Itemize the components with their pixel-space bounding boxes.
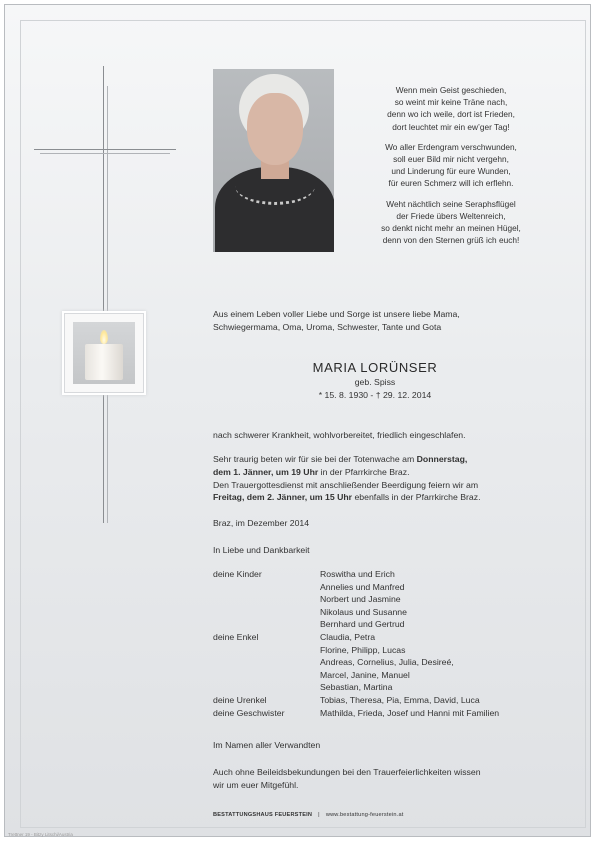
poem-line: so weint mir keine Träne nach,	[394, 97, 508, 108]
family-row	[213, 581, 499, 594]
candle-backdrop	[73, 322, 135, 384]
closing-line: wir um euer Mitgefühl.	[213, 779, 299, 790]
poem-line: denn wo ich weile, dort ist Frieden,	[387, 109, 515, 120]
family-row	[213, 618, 499, 631]
family-value: Florine, Philipp, Lucas	[320, 644, 406, 655]
footer-separator: |	[318, 812, 320, 818]
service-text: Sehr traurig beten wir für sie bei der Totenwache am	[213, 454, 417, 464]
service-line	[213, 491, 481, 504]
poem-line: Wo aller Erdengram verschwunden,	[385, 141, 517, 152]
family-value: Marcel, Janine, Manuel	[320, 669, 410, 680]
poem-stanza	[340, 84, 562, 133]
family-label	[213, 606, 320, 619]
cross-vertical-line	[103, 66, 104, 523]
service-line	[213, 453, 481, 466]
poem-line: Wenn mein Geist geschieden,	[395, 85, 507, 95]
family-value: Annelies und Manfred	[320, 581, 405, 592]
poem-line: der Friede übers Weltenreich,	[396, 210, 506, 221]
deceased-block	[300, 360, 450, 401]
family-row	[213, 631, 499, 644]
service-info	[213, 453, 481, 504]
passing-note: nach schwerer Krankheit, wohlvorbereitet, friedlich eingeschlafen.	[213, 430, 466, 440]
family-label	[213, 593, 320, 606]
birth-name: geb. Spiss	[354, 377, 396, 387]
family-value: Nikolaus und Susanne	[320, 606, 407, 617]
life-dates: * 15. 8. 1930 - † 29. 12. 2014	[318, 389, 432, 400]
service-date: dem 1. Jänner, um 19 Uhr	[213, 466, 319, 477]
service-line: Den Trauergottesdienst mit anschließender Beerdigung feiern wir am	[213, 479, 479, 490]
poem-stanza	[340, 198, 562, 247]
candle-image	[64, 313, 144, 393]
poem-stanza	[340, 141, 562, 190]
family-label	[213, 644, 320, 657]
family-row	[213, 694, 499, 707]
poem-line: soll euer Bild mir nicht vergehn,	[393, 154, 509, 165]
funeral-date: Freitag, dem 2. Jänner, um 15 Uhr	[213, 492, 353, 503]
service-day: Donnerstag,	[416, 454, 468, 464]
cross-vertical-line-shadow	[107, 86, 108, 523]
intro-line: Schwiegermama, Oma, Uroma, Schwester, Tante und Gota	[213, 321, 442, 332]
service-text: ebenfalls in der Pfarrkirche Braz.	[352, 492, 481, 503]
poem	[340, 84, 562, 254]
family-label	[213, 581, 320, 594]
family-row	[213, 669, 499, 682]
poem-line: so denkt nicht mehr an meinen Hügel,	[381, 223, 521, 234]
poem-line: und Linderung für eure Wunden,	[391, 166, 511, 177]
family-label	[213, 681, 320, 694]
candle-icon	[85, 344, 123, 380]
cross-horizontal-line	[34, 149, 176, 150]
portrait-photo	[213, 69, 334, 252]
family-label: deine Geschwister	[213, 707, 285, 718]
place-date: Braz, im Dezember 2014	[213, 518, 310, 528]
service-text: in der Pfarrkirche Braz.	[318, 466, 410, 477]
deceased-name: MARIA LORÜNSER	[312, 360, 438, 375]
cross-horizontal-line-shadow	[40, 153, 170, 154]
closing-text	[213, 766, 481, 792]
footer	[213, 812, 404, 818]
family-label	[213, 618, 320, 631]
family-label	[213, 656, 320, 669]
family-value: Mathilda, Frieda, Josef und Hanni mit Familien	[320, 707, 500, 718]
love-line: In Liebe und Dankbarkeit	[213, 545, 310, 555]
family-value: Roswitha und Erich	[320, 569, 395, 579]
family-label: deine Urenkel	[213, 694, 267, 705]
poem-line: dort leuchtet mir ein ew’ger Tag!	[392, 121, 510, 132]
funeral-home-url: www.bestattung-feuerstein.at	[325, 812, 404, 818]
poem-line: denn von den Sternen grüß ich euch!	[382, 235, 520, 246]
service-line	[213, 466, 481, 479]
family-label: deine Kinder	[213, 569, 262, 579]
print-note: Trettner 19 - Bitzy Litschi/Austria	[8, 832, 73, 837]
family-row	[213, 656, 499, 669]
family-row	[213, 568, 499, 581]
family-row	[213, 707, 499, 720]
family-row	[213, 593, 499, 606]
family-label: deine Enkel	[213, 631, 259, 642]
family-list	[213, 568, 499, 719]
poem-line: für euren Schmerz will ich erflehn.	[388, 178, 514, 189]
relatives-line: Im Namen aller Verwandten	[213, 740, 321, 750]
family-row	[213, 644, 499, 657]
family-row	[213, 681, 499, 694]
family-value: Sebastian, Martina	[320, 682, 393, 693]
family-value: Tobias, Theresa, Pia, Emma, David, Luca	[320, 694, 480, 705]
family-value: Andreas, Cornelius, Julia, Desireé,	[320, 657, 454, 668]
family-label	[213, 669, 320, 682]
intro-line: Aus einem Leben voller Liebe und Sorge ist unsere liebe Mama,	[213, 309, 460, 319]
portrait-face	[247, 93, 303, 165]
funeral-home-name: BESTATTUNGSHAUS FEUERSTEIN	[213, 812, 313, 818]
family-value: Bernhard und Gertrud	[320, 619, 405, 630]
family-value: Norbert und Jasmine	[320, 594, 401, 605]
family-row	[213, 606, 499, 619]
closing-line: Auch ohne Beileidsbekundungen bei den Trauerfeierlichkeiten wissen	[213, 767, 481, 777]
family-value: Claudia, Petra	[320, 631, 376, 642]
candle-flame-icon	[100, 330, 108, 344]
poem-line: Weht nächtlich seine Seraphsflügel	[386, 198, 516, 209]
intro-text	[213, 308, 460, 334]
